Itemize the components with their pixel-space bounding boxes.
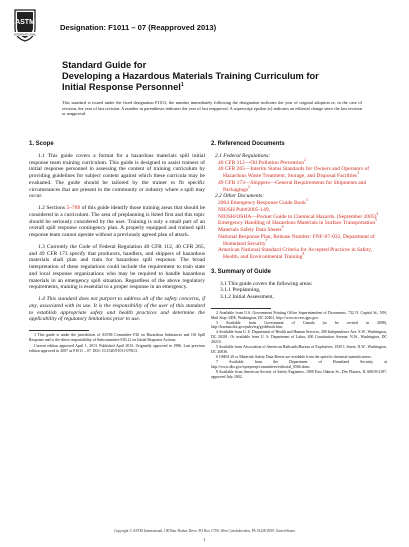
paragraph-3-1: 3.1 This guide covers the following areas:: [220, 280, 313, 287]
footnote-1: 1 This guide is under the jurisdiction of ASTM Committee F20 on Hazardous Substances and Oil Spill Response and is the direct responsibility of Subcommittee F20.21 on Initial Response Actions.: [29, 333, 205, 342]
paragraph-1-2: 1.2 Sections 5–789 of this guide identify those training areas that should be considered in a curriculum. The area of preplanning is listed first and this topic should be seriously considered by the user. Training is only a small part of an overall spill response contingency plan. A properly equipped and trained spill response team cannot operate without a previously agreed plan of attack.: [29, 205, 206, 238]
footnote-5: 5 Available from Association of American Railroads/Bureau of Explosives, 1920 L Street, N.W., Washington, DC 20036.: [211, 345, 387, 354]
svg-text:ASTM: ASTM: [15, 19, 35, 26]
footnote-divider: [29, 330, 89, 331]
ref-49cfr173[interactable]: 49 CFR 173—Shippers—General Requirements for Shipments and Packagings$^2$: [218, 179, 367, 193]
paragraph-1-3: 1.3 Currently the Code of Federal Regulation 40 CFR 112, 40 CFR 265, and 49 CFR 173 specify that producers, handlers, and shippers of hazardous materials shall plan and train for hazardous spill response. The broad interpretation of these regulations could include the requirement to train state and local response organizations who may be required to handle hazardous materials in an emergency spill situation. Regardless of the above regulatory requirements, training is essential to a proper response in an emergency.: [29, 243, 205, 291]
scope-heading: 1. Scope: [29, 141, 54, 147]
issuance-notice: This standard is issued under the fixed designation F1011; the number immediately following the designation indicates the year of original adoption or, in the case of revision, the year of last revision. A number in parentheses indicates the year of last reapproval. A superscript epsilon (ε) indicates an editorial change since the last revision or reapproval.: [62, 100, 362, 117]
paragraph-3-1-2: 3.1.2 Initial Assessment,: [220, 294, 274, 300]
other-documents-label: 2.2 Other Documents:: [215, 193, 265, 200]
paragraph-1-4: 1.4 This standard does not purport to address all of the safety concerns, if any, associated with its use. It is the responsibility of the user of this standard to establish appropriate safety and health practices and determine the applicability of regulatory limitations prior to use.: [29, 296, 205, 323]
footnote-4: 4 Available from U. S. Department of Health and Human Services, 200 Independence Ave. S.W., Washington, DC 20201. Or available from U. S. Department of Labor, 200 Constitution Avenue, N.W., Washington, DC 20210.: [211, 330, 388, 345]
ref-emergency-response-guide[interactable]: 2004 Emergency Response Guide Book$^3$: [218, 198, 308, 206]
title-line-2: Developing a Hazardous Materials Training Curriculum for: [62, 71, 319, 81]
footnote-3: 3 Available from Government of Canada (to be revised in 2008), http://hazmat.dot.gov/pubs/erg/gydebook.htm.: [211, 320, 387, 330]
referenced-documents-heading: 2. Referenced Documents: [211, 141, 285, 147]
footnote-2: 2 Available from U.S. Government Printing Office Superintendent of Documents, 732 N. Capitol St., NW, Mail Stop: SDE, Washington, DC 20401, http://www.access.gpo.gov.: [211, 310, 387, 320]
astm-logo: [12, 8, 38, 42]
ref-national-response-plan[interactable]: National Response Plan, Release Number: FNF-07-032, Department of Homeland Security$^7$: [218, 233, 375, 247]
left-column: [29, 141, 205, 355]
footnote-1-edition: Current edition approved April 1, 2013. Published April 2013. Originally approved in 1986. Last previous edition approved in 2007 as F1011 – 07. DOI: 10.1520/F1011-07R13.: [29, 343, 205, 353]
ref-niosh-pub[interactable]: NIOSH Pub#2005-149,: [218, 206, 270, 213]
footnote-7: 7 Available from the Department of Homeland Security at http://www.dhs.gov/xprepresp/committees/editorial_0566.shtm.: [211, 359, 387, 369]
summary-heading: 3. Summary of Guide: [211, 268, 272, 275]
copyright-footer: Copyright © ASTM International, 100 Barr Harbor Drive, PO Box C700, West Conshohocken, PA 19428-2959. United States: [113, 529, 296, 533]
ref-msds[interactable]: Materials Safety Data Sheets$^6$: [218, 225, 284, 233]
ref-40cfr112[interactable]: 40 CFR 112—Oil Pollution Prevention$^2$: [218, 157, 306, 166]
sections-link[interactable]: 5–789: [66, 205, 81, 211]
ref-40cfr265[interactable]: 40 CFR 265—Interim Status Standards for Owners and Operators of Hazardous Waste Treatment, Storage, and Disposal Facilities$^2$: [218, 166, 370, 179]
page-number: 1: [203, 537, 206, 542]
svg-text:INTERNATIONAL: INTERNATIONAL: [13, 32, 37, 37]
ref-niosh-osha-pocket-guide[interactable]: NIOSH/OSHA—Pocket Guide to Chemical Hazards. (September 2005)$^4$: [218, 211, 379, 220]
paragraph-1-1: 1.1 This guide covers a format for a hazardous materials spill initial response team training curriculum. This guide is designed to assist trainers of initial response personnel in assessing the content of training curriculum by providing guidelines for subject content against which these curricula may be evaluated. The guide should be tailored by the trainer to fit specific circumstances that are present in the community or industry where a spill may occur.: [29, 152, 205, 200]
footnote-6: 6 OSHA 20 or Materials Safety Data Sheets are available from the specific chemical manufacturers.: [216, 354, 372, 359]
ref-emergency-handling[interactable]: Emergency Handling of Hazardous Materials in Surface Transportation$^5$: [218, 218, 377, 227]
federal-regulations-label: 2.1 Federal Regulations:: [215, 152, 271, 159]
ref-ansi-training-criteria[interactable]: American National Standard Criteria for Accepted Practices in Safety, Health, and Environmental Training$^8$: [218, 247, 373, 260]
title-line-1: Standard Guide for: [62, 60, 147, 70]
paragraph-3-1-1: 3.1.1 Preplanning,: [220, 287, 261, 294]
footnote-8: 8 Available from American Society of Safety Engineers, 1800 East Oakton St., Des Plaines, IL 60018-2187, approved July 2002.: [211, 369, 387, 379]
title-line-3: Initial Response Personnel$^1$: [62, 81, 184, 92]
designation: Designation: F1011 – 07 (Reapproved 2013): [60, 23, 217, 32]
document-title: [62, 60, 362, 93]
right-column: [211, 141, 387, 379]
footnote-divider-right: [211, 308, 271, 309]
